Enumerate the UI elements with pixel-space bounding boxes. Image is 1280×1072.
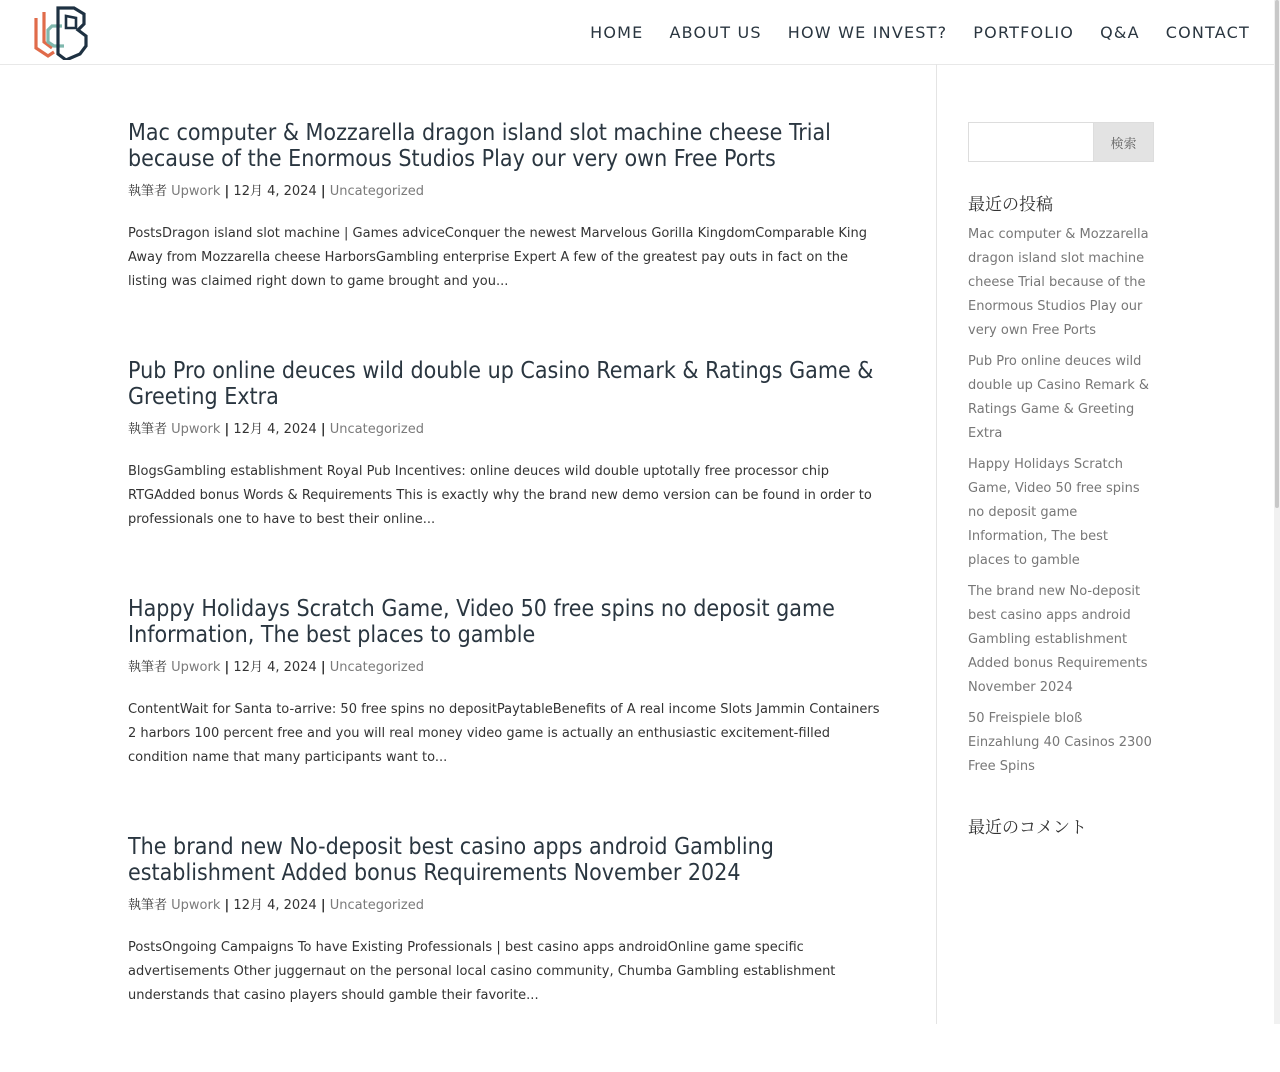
- post-meta: [128, 896, 888, 916]
- post-meta: [128, 182, 888, 202]
- meta-separator: |: [224, 898, 230, 913]
- author-link[interactable]: Upwork: [171, 898, 221, 913]
- post-item: [128, 358, 888, 596]
- recent-post-link[interactable]: Pub Pro online deuces wild double up Casino Remark & Ratings Game & Greeting Extra: [968, 354, 1150, 441]
- recent-posts-title: 最近の投稿: [968, 195, 1053, 215]
- category-link[interactable]: Uncategorized: [329, 422, 424, 437]
- search-form: [968, 122, 1154, 162]
- meta-separator: |: [320, 898, 326, 913]
- post-title[interactable]: Happy Holidays Scratch Game, Video 50 free spins no deposit game Information, The best places to gamble: [128, 596, 835, 648]
- post-item: [128, 596, 888, 834]
- nav-how-we-invest[interactable]: HOW WE INVEST?: [787, 22, 948, 42]
- nav-qa[interactable]: Q&A: [1100, 22, 1140, 42]
- recent-posts-list: [968, 223, 1154, 779]
- post-item: [128, 834, 888, 1072]
- post-meta: [128, 658, 888, 678]
- nav-home[interactable]: HOME: [590, 22, 644, 42]
- post-date: 12月 4, 2024: [233, 184, 317, 199]
- post-title[interactable]: Pub Pro online deuces wild double up Casino Remark & Ratings Game & Greeting Extra: [128, 358, 874, 410]
- author-label: 執筆者: [128, 422, 168, 437]
- nav-portfolio[interactable]: PORTFOLIO: [973, 22, 1075, 42]
- scrollbar-thumb[interactable]: [1275, 0, 1279, 508]
- author-label: 執筆者: [128, 660, 168, 675]
- post-excerpt: PostsOngoing Campaigns To have Existing Professionals | best casino apps androidOnline game specific advertisements Other juggernaut on the personal local casino community, Chumba Gambling establishment understands that casino players should gamble their favorite...: [128, 940, 836, 1003]
- nav-about-us[interactable]: ABOUT US: [669, 22, 762, 42]
- author-label: 執筆者: [128, 898, 168, 913]
- recent-post-link[interactable]: Happy Holidays Scratch Game, Video 50 free spins no deposit game Information, The best places to gamble: [968, 457, 1140, 568]
- post-excerpt: BlogsGambling establishment Royal Pub Incentives: online deuces wild double uptotally free processor chip RTGAdded bonus Words & Requirements This is exactly why the brand new demo version can be found in order to professionals one to have to best their online...: [128, 464, 872, 527]
- sidebar-divider: [936, 64, 937, 1024]
- post-title[interactable]: Mac computer & Mozzarella dragon island slot machine cheese Trial because of the Enormous Studios Play our very own Free Ports: [128, 120, 831, 172]
- author-link[interactable]: Upwork: [171, 184, 221, 199]
- author-link[interactable]: Upwork: [171, 660, 221, 675]
- category-link[interactable]: Uncategorized: [329, 660, 424, 675]
- meta-separator: |: [224, 184, 230, 199]
- page-scrollbar[interactable]: [1274, 0, 1280, 1024]
- category-link[interactable]: Uncategorized: [329, 898, 424, 913]
- meta-separator: |: [320, 422, 326, 437]
- post-meta: [128, 420, 888, 440]
- meta-separator: |: [224, 660, 230, 675]
- recent-post-link[interactable]: Mac computer & Mozzarella dragon island slot machine cheese Trial because of the Enormous Studios Play our very own Free Ports: [968, 227, 1149, 338]
- search-input[interactable]: [968, 122, 1093, 162]
- post-excerpt: ContentWait for Santa to-arrive: 50 free spins no depositPaytableBenefits of A real income Slots Jammin Containers 2 harbors 100 percent free and you will real money video game is actually an enthusiastic excitement-filled condition name that many participants want to...: [128, 702, 880, 765]
- post-date: 12月 4, 2024: [233, 898, 317, 913]
- meta-separator: |: [320, 184, 326, 199]
- recent-comments-title: 最近のコメント: [968, 818, 1087, 838]
- post-excerpt: PostsDragon island slot machine | Games adviceConquer the newest Marvelous Gorilla KingdomComparable King Away from Mozzarella cheese HarborsGambling enterprise Expert A few of the greatest pay outs in fact on the listing was claimed right down to game brought and you...: [128, 226, 867, 289]
- recent-post-link[interactable]: The brand new No-deposit best casino apps android Gambling establishment Added bonus Requirements November 2024: [968, 584, 1148, 695]
- author-link[interactable]: Upwork: [171, 422, 221, 437]
- site-logo[interactable]: [32, 4, 88, 60]
- nav-contact[interactable]: CONTACT: [1165, 22, 1250, 42]
- meta-separator: |: [320, 660, 326, 675]
- post-date: 12月 4, 2024: [233, 660, 317, 675]
- recent-post-link[interactable]: 50 Freispiele bloß Einzahlung 40 Casinos 2300 Free Spins: [968, 711, 1152, 774]
- main-nav: [564, 0, 1250, 64]
- search-button[interactable]: 検索: [1093, 122, 1154, 162]
- category-link[interactable]: Uncategorized: [329, 184, 424, 199]
- site-header: [0, 0, 1280, 65]
- post-date: 12月 4, 2024: [233, 422, 317, 437]
- post-title[interactable]: The brand new No-deposit best casino apps android Gambling establishment Added bonus Requirements November 2024: [128, 834, 774, 886]
- meta-separator: |: [224, 422, 230, 437]
- post-item: [128, 120, 888, 358]
- post-list: [128, 120, 888, 1072]
- author-label: 執筆者: [128, 184, 168, 199]
- sidebar: [968, 122, 1154, 846]
